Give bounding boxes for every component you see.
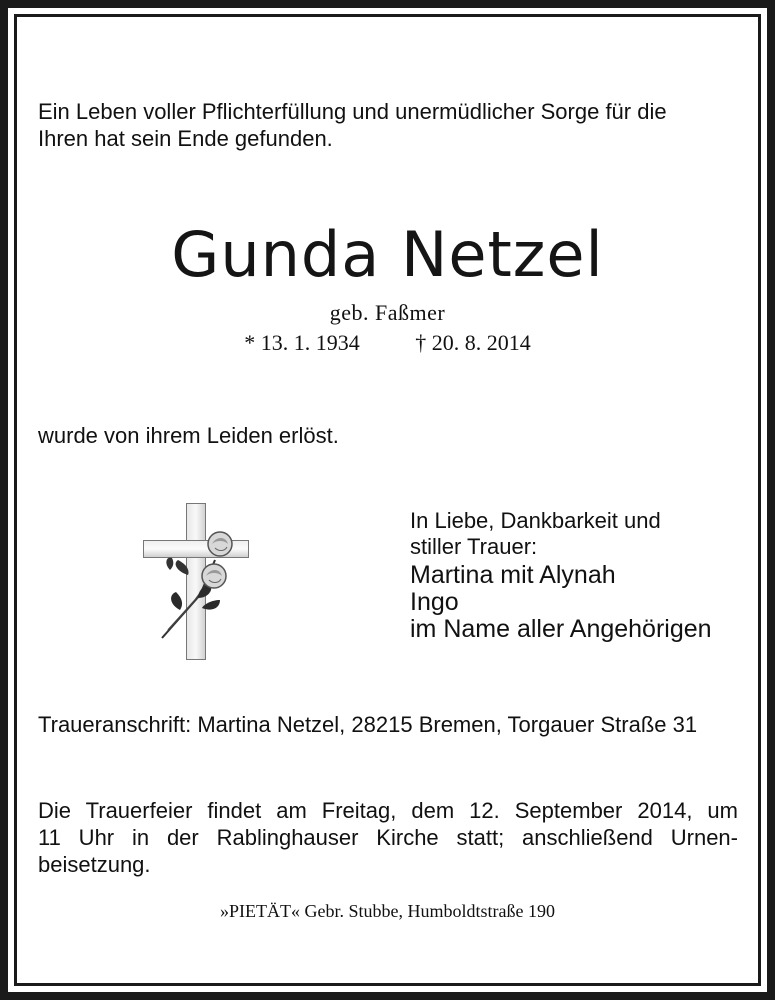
- roses-icon: [140, 500, 252, 660]
- undertaker-credit: »PIETÄT« Gebr. Stubbe, Humboldtstraße 190: [220, 901, 555, 921]
- cross-with-roses-icon: [140, 500, 252, 660]
- service-line-2: 11 Uhr in der Rablinghauser Kirche statt; anschließend Urnen-: [38, 825, 738, 850]
- mourners-block: [410, 508, 712, 643]
- service-line-3: beisetzung.: [38, 852, 151, 877]
- intro-text: [38, 98, 738, 152]
- mourner-name: Ingo: [410, 588, 459, 616]
- maiden-name: geb. Faßmer: [329, 300, 446, 325]
- mourner-name: im Name aller Angehörigen: [410, 615, 712, 643]
- birth-date: * 13. 1. 1934: [244, 330, 360, 355]
- intro-line-2: Ihren hat sein Ende gefunden.: [38, 126, 333, 151]
- funeral-service-text: [38, 797, 738, 878]
- intro-line-1: Ein Leben voller Pflichterfüllung und unermüdlicher Sorge für die: [38, 99, 667, 124]
- death-date: † 20. 8. 2014: [415, 330, 531, 355]
- life-dates: [0, 330, 775, 356]
- mourning-address: Traueranschrift: Martina Netzel, 28215 Bremen, Torgauer Straße 31: [38, 712, 698, 737]
- mourners-intro-line-1: In Liebe, Dankbarkeit und: [410, 508, 661, 533]
- mourner-name: Martina mit Alynah: [410, 561, 616, 589]
- service-line-1: Die Trauerfeier findet am Freitag, dem 12. September 2014, um: [38, 798, 738, 823]
- released-text: wurde von ihrem Leiden erlöst.: [38, 423, 339, 448]
- deceased-name: Gunda Netzel: [171, 218, 604, 291]
- mourners-intro-line-2: stiller Trauer:: [410, 534, 538, 559]
